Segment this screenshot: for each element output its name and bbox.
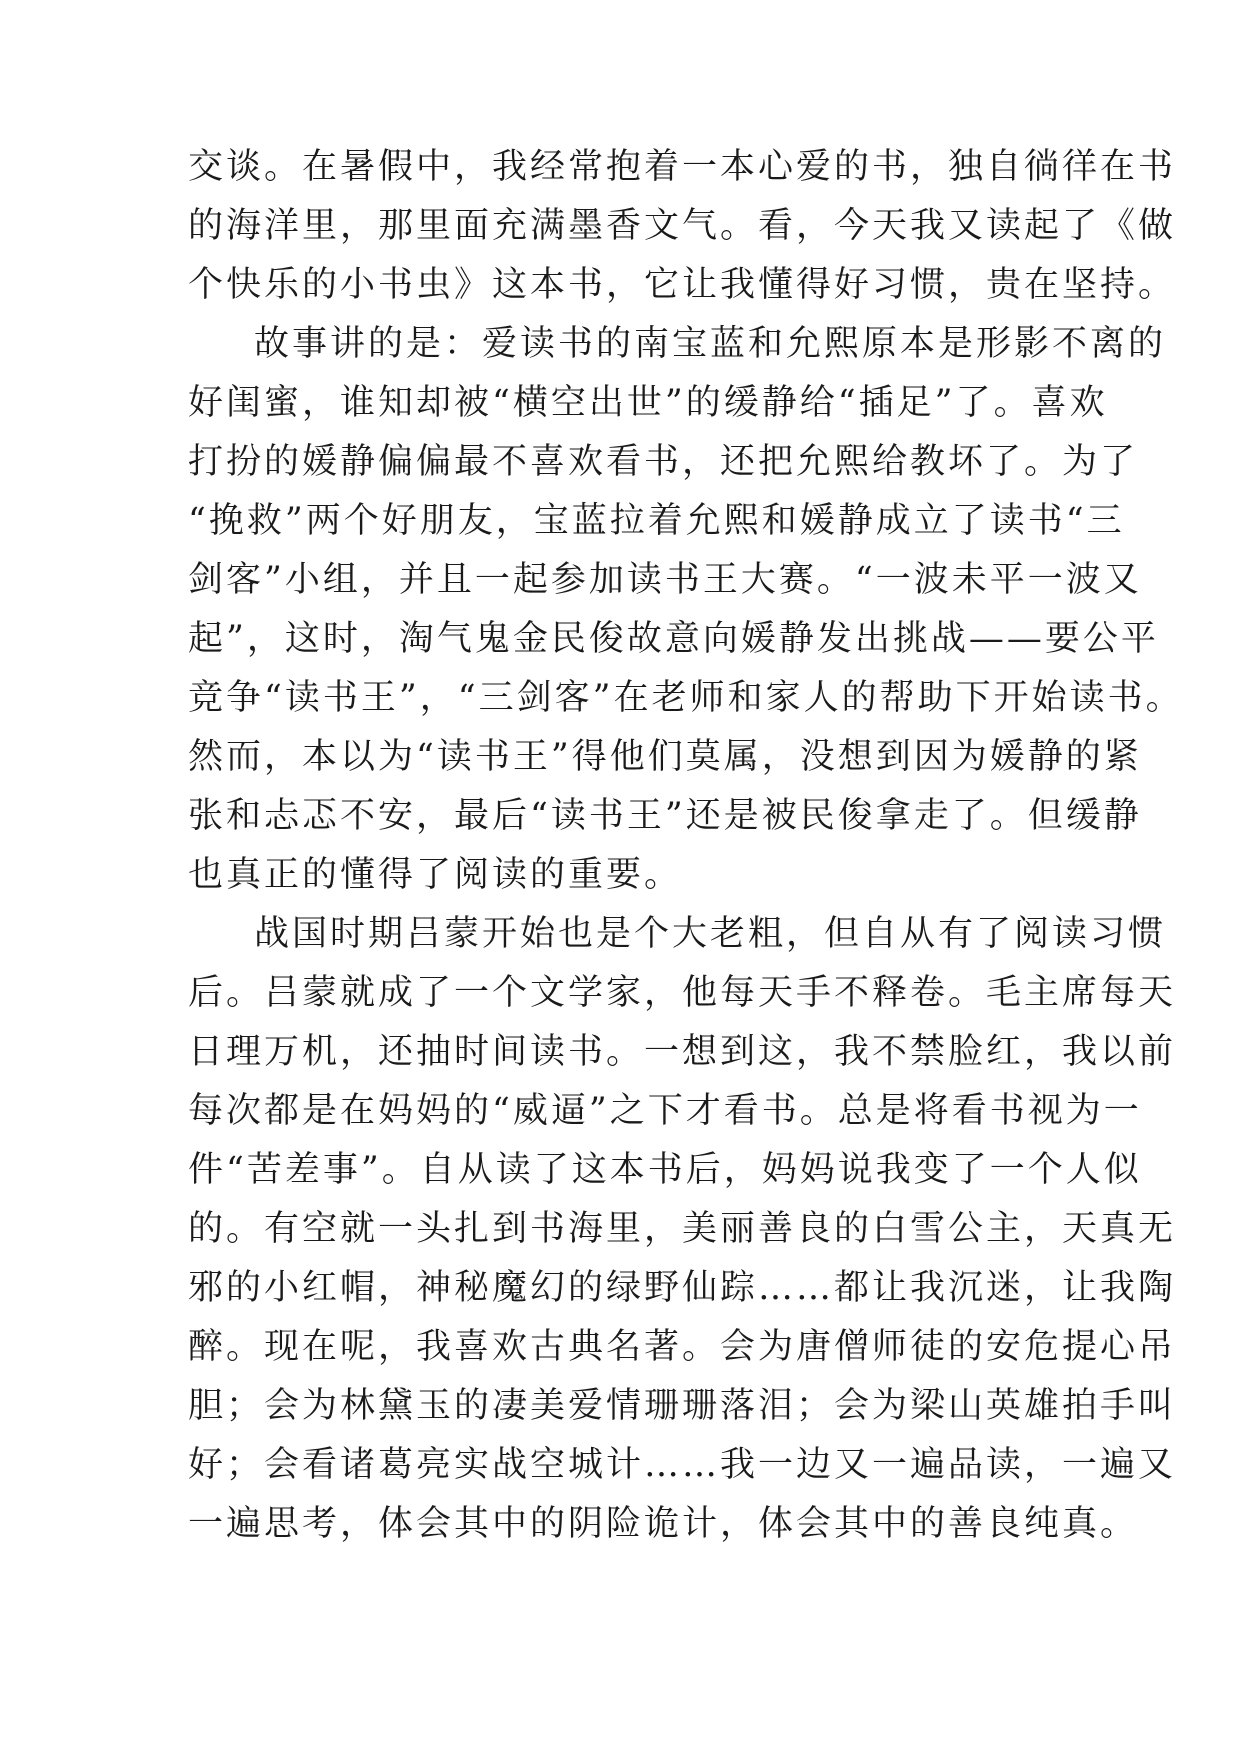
paragraph-line: 的海洋里，那里面充满墨香文气。看，今天我又读起了《做 xyxy=(188,206,1177,246)
paragraph-line: 的。有空就一头扎到书海里，美丽善良的白雪公主，天真无 xyxy=(188,1209,1177,1249)
paragraph-first-line: 战国时期吕蒙开始也是个大老粗，但自从有了阅读习惯 xyxy=(254,914,1167,954)
paragraph-line: 张和忐忑不安，最后“读书王”还是被民俊拿走了。但缓静 xyxy=(188,796,1142,836)
paragraph-line: 胆；会为林黛玉的凄美爱情珊珊落泪；会为梁山英雄拍手叫 xyxy=(188,1386,1177,1426)
paragraph-line: 每次都是在妈妈的“威逼”之下才看书。总是将看书视为一 xyxy=(188,1091,1142,1131)
paragraph-line: 后。吕蒙就成了一个文学家，他每天手不释卷。毛主席每天 xyxy=(188,973,1177,1013)
paragraph-line: 个快乐的小书虫》这本书，它让我懂得好习惯，贵在坚持。 xyxy=(188,265,1177,305)
paragraph-line: 竞争“读书王”，“三剑客”在老师和家人的帮助下开始读书。 xyxy=(188,678,1184,718)
paragraph-line: 一遍思考，体会其中的阴险诡计，体会其中的善良纯真。 xyxy=(188,1504,1139,1544)
paragraph-first-line: 故事讲的是：爱读书的南宝蓝和允熙原本是形影不离的 xyxy=(254,324,1167,364)
paragraph-line: 然而，本以为“读书王”得他们莫属，没想到因为媛静的紧 xyxy=(188,737,1142,777)
paragraph-line: 日理万机，还抽时间读书。一想到这，我不禁脸红，我以前 xyxy=(188,1032,1177,1072)
essay-text xyxy=(188,138,1184,1554)
paragraph-line: 好闺蜜，谁知却被“横空出世”的缓静给“插足”了。喜欢 xyxy=(188,383,1108,423)
paragraph-line: 邪的小红帽，神秘魔幻的绿野仙踪……都让我沉迷，让我陶 xyxy=(188,1268,1177,1308)
paragraph-line: 交谈。在暑假中，我经常抱着一本心爱的书，独自徜徉在书 xyxy=(188,147,1177,187)
paragraph-line: 打扮的媛静偏偏最不喜欢看书，还把允熙给教坏了。为了 xyxy=(188,442,1139,482)
paragraph-line: 起”，这时，淘气鬼金民俊故意向媛静发出挑战——要公平 xyxy=(188,619,1159,659)
paragraph-line: 也真正的懂得了阅读的重要。 xyxy=(188,855,683,895)
paragraph-line: 醉。现在呢，我喜欢古典名著。会为唐僧师徒的安危提心吊 xyxy=(188,1327,1177,1367)
paragraph-line: “挽救”两个好朋友，宝蓝拉着允熙和媛静成立了读书“三 xyxy=(188,501,1125,541)
paragraph-line: 剑客”小组，并且一起参加读书王大赛。“一波未平一波又 xyxy=(188,560,1142,600)
paragraph-line: 件“苦差事”。自从读了这本书后，妈妈说我变了一个人似 xyxy=(188,1150,1142,1190)
paragraph-line: 好；会看诸葛亮实战空城计……我一边又一遍品读，一遍又 xyxy=(188,1445,1177,1485)
